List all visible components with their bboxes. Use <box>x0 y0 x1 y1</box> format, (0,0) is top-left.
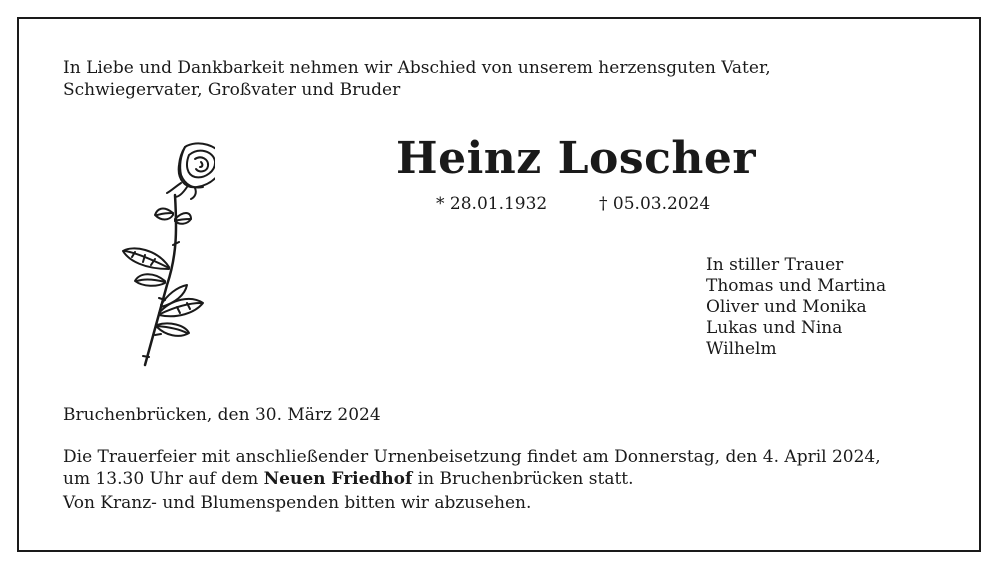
intro-line-2: Schwiegervater, Großvater und Bruder <box>63 80 401 100</box>
ceremony-line-1: Die Trauerfeier mit anschließender Urnenbeisetzung findet am Donnerstag, den 4. April 2024, <box>63 447 881 467</box>
birth-date: * 28.01.1932 <box>436 194 548 214</box>
deceased-name: Heinz Loscher <box>396 133 757 184</box>
donations-note: Von Kranz- und Blumenspenden bitten wir abzusehen. <box>63 493 532 513</box>
intro-text <box>63 57 771 101</box>
mourners-heading: In stiller Trauer <box>706 255 844 275</box>
intro-line-1: In Liebe und Dankbarkeit nehmen wir Abschied von unserem herzensguten Vater, <box>63 58 771 78</box>
mourner-name: Wilhelm <box>706 339 777 359</box>
place-date: Bruchenbrücken, den 30. März 2024 <box>63 405 381 425</box>
ceremony-line-2-start: um 13.30 Uhr auf dem <box>63 469 264 489</box>
cemetery-name: Neuen Friedhof <box>263 469 413 489</box>
mourners-block <box>706 255 886 360</box>
rose-illustration-icon <box>115 135 215 375</box>
ceremony-line-2 <box>63 468 881 490</box>
death-date: † 05.03.2024 <box>599 194 711 214</box>
mourner-name: Thomas und Martina <box>706 276 887 296</box>
mourner-name: Oliver und Monika <box>706 297 867 317</box>
ceremony-line-2-end: in Bruchenbrücken statt. <box>412 469 634 489</box>
mourner-name: Lukas und Nina <box>706 318 843 338</box>
ceremony-text <box>63 446 881 490</box>
